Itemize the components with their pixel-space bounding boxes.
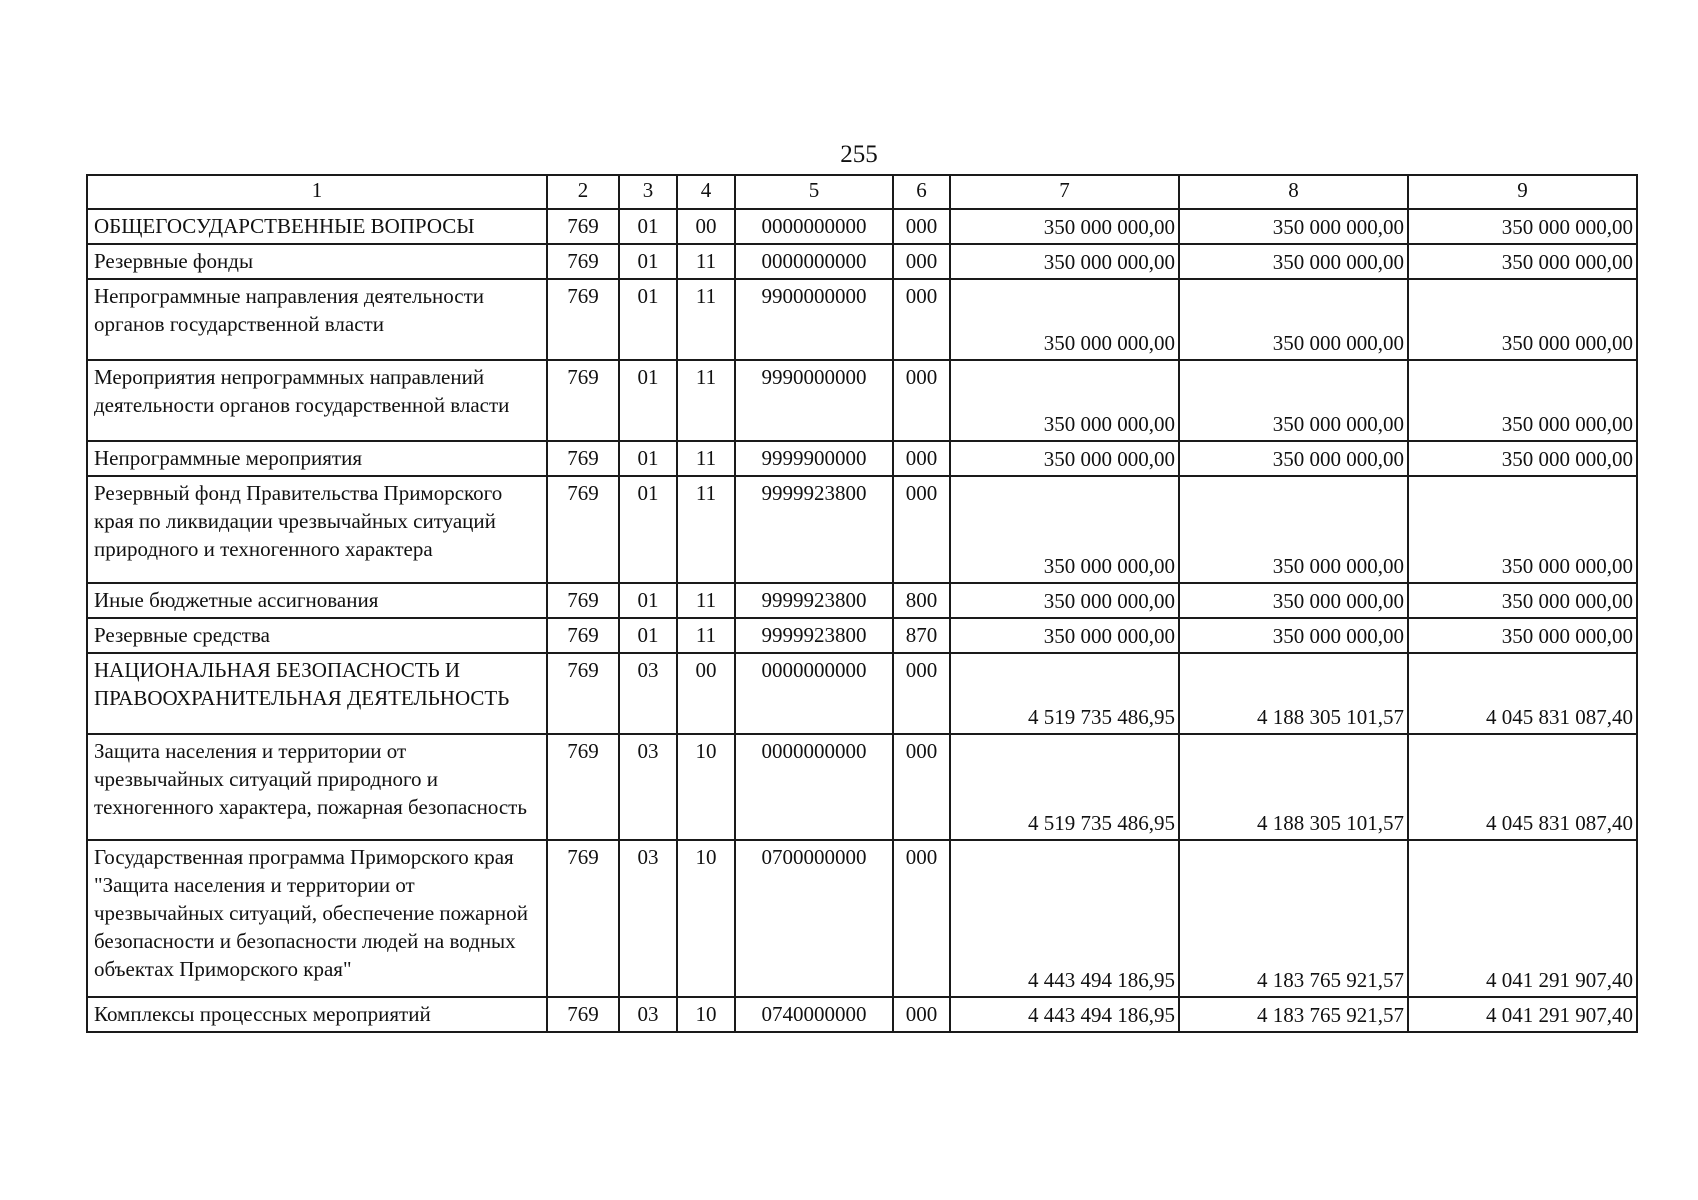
expense-type-code: 000	[893, 441, 950, 476]
amount-col-9: 350 000 000,00	[1408, 360, 1637, 441]
expense-type-code: 870	[893, 618, 950, 653]
row-name: НАЦИОНАЛЬНАЯ БЕЗОПАСНОСТЬ И ПРАВООХРАНИТЕЛЬНАЯ ДЕЯТЕЛЬНОСТЬ	[87, 653, 547, 734]
row-name: Мероприятия непрограммных направлений деятельности органов государственной власти	[87, 360, 547, 441]
amount-col-8: 4 183 765 921,57	[1179, 997, 1408, 1032]
expense-type-code: 000	[893, 734, 950, 840]
expense-type-code: 000	[893, 360, 950, 441]
section-code: 03	[619, 997, 677, 1032]
table-row	[87, 476, 1637, 583]
target-article-code: 9990000000	[735, 360, 893, 441]
col-header-9: 9	[1408, 175, 1637, 209]
subsection-code: 11	[677, 279, 735, 360]
table-row	[87, 441, 1637, 476]
section-code: 01	[619, 360, 677, 441]
target-article-code: 0700000000	[735, 840, 893, 997]
amount-col-8: 350 000 000,00	[1179, 618, 1408, 653]
amount-col-9: 4 041 291 907,40	[1408, 840, 1637, 997]
amount-col-7: 350 000 000,00	[950, 441, 1179, 476]
row-name: Непрограммные направления деятельности органов государственной власти	[87, 279, 547, 360]
row-name: Защита населения и территории от чрезвычайных ситуаций природного и техногенного характера, пожарная безопасность	[87, 734, 547, 840]
section-code: 01	[619, 618, 677, 653]
subsection-code: 11	[677, 360, 735, 441]
ministry-code: 769	[547, 840, 619, 997]
expense-type-code: 000	[893, 244, 950, 279]
amount-col-9: 350 000 000,00	[1408, 209, 1637, 244]
section-code: 01	[619, 441, 677, 476]
section-code: 01	[619, 583, 677, 618]
table-row	[87, 279, 1637, 360]
expense-type-code: 000	[893, 997, 950, 1032]
amount-col-9: 350 000 000,00	[1408, 583, 1637, 618]
subsection-code: 11	[677, 441, 735, 476]
table-row	[87, 244, 1637, 279]
amount-col-8: 350 000 000,00	[1179, 279, 1408, 360]
section-code: 01	[619, 209, 677, 244]
amount-col-8: 4 188 305 101,57	[1179, 653, 1408, 734]
row-name: Непрограммные мероприятия	[87, 441, 547, 476]
subsection-code: 11	[677, 618, 735, 653]
section-code: 03	[619, 653, 677, 734]
ministry-code: 769	[547, 653, 619, 734]
amount-col-7: 350 000 000,00	[950, 209, 1179, 244]
ministry-code: 769	[547, 618, 619, 653]
amount-col-9: 4 041 291 907,40	[1408, 997, 1637, 1032]
row-name: Иные бюджетные ассигнования	[87, 583, 547, 618]
section-code: 01	[619, 279, 677, 360]
expense-type-code: 000	[893, 476, 950, 583]
expense-type-code: 000	[893, 653, 950, 734]
row-name: Резервные средства	[87, 618, 547, 653]
target-article-code: 9999900000	[735, 441, 893, 476]
amount-col-8: 350 000 000,00	[1179, 244, 1408, 279]
table-row	[87, 618, 1637, 653]
col-header-1: 1	[87, 175, 547, 209]
table-row	[87, 583, 1637, 618]
ministry-code: 769	[547, 360, 619, 441]
ministry-code: 769	[547, 441, 619, 476]
target-article-code: 9999923800	[735, 476, 893, 583]
amount-col-7: 350 000 000,00	[950, 618, 1179, 653]
amount-col-9: 4 045 831 087,40	[1408, 734, 1637, 840]
table-row	[87, 653, 1637, 734]
ministry-code: 769	[547, 244, 619, 279]
row-name: Резервный фонд Правительства Приморского края по ликвидации чрезвычайных ситуаций природного и техногенного характера	[87, 476, 547, 583]
target-article-code: 9900000000	[735, 279, 893, 360]
col-header-6: 6	[893, 175, 950, 209]
row-name: Государственная программа Приморского края "Защита населения и территории от чрезвычайных ситуаций, обеспечение пожарной безопасности и безопасности людей на водных объектах Приморского края"	[87, 840, 547, 997]
row-name: Резервные фонды	[87, 244, 547, 279]
amount-col-7: 4 443 494 186,95	[950, 997, 1179, 1032]
table-header	[87, 175, 1637, 209]
amount-col-8: 350 000 000,00	[1179, 360, 1408, 441]
subsection-code: 11	[677, 244, 735, 279]
page-number: 255	[840, 141, 878, 168]
amount-col-8: 350 000 000,00	[1179, 583, 1408, 618]
amount-col-8: 4 188 305 101,57	[1179, 734, 1408, 840]
column-number-row	[87, 175, 1637, 209]
table-row	[87, 840, 1637, 997]
amount-col-9: 350 000 000,00	[1408, 244, 1637, 279]
target-article-code: 0000000000	[735, 653, 893, 734]
ministry-code: 769	[547, 997, 619, 1032]
col-header-2: 2	[547, 175, 619, 209]
target-article-code: 0740000000	[735, 997, 893, 1032]
amount-col-7: 4 519 735 486,95	[950, 734, 1179, 840]
target-article-code: 0000000000	[735, 209, 893, 244]
col-header-7: 7	[950, 175, 1179, 209]
amount-col-7: 350 000 000,00	[950, 360, 1179, 441]
col-header-8: 8	[1179, 175, 1408, 209]
amount-col-9: 350 000 000,00	[1408, 441, 1637, 476]
expense-type-code: 000	[893, 209, 950, 244]
subsection-code: 10	[677, 734, 735, 840]
amount-col-7: 350 000 000,00	[950, 583, 1179, 618]
amount-col-8: 4 183 765 921,57	[1179, 840, 1408, 997]
ministry-code: 769	[547, 583, 619, 618]
table-row	[87, 734, 1637, 840]
section-code: 01	[619, 476, 677, 583]
section-code: 03	[619, 734, 677, 840]
table-row	[87, 997, 1637, 1032]
amount-col-8: 350 000 000,00	[1179, 476, 1408, 583]
ministry-code: 769	[547, 734, 619, 840]
target-article-code: 9999923800	[735, 583, 893, 618]
amount-col-7: 4 519 735 486,95	[950, 653, 1179, 734]
amount-col-9: 350 000 000,00	[1408, 476, 1637, 583]
subsection-code: 11	[677, 476, 735, 583]
amount-col-7: 350 000 000,00	[950, 279, 1179, 360]
section-code: 03	[619, 840, 677, 997]
amount-col-9: 350 000 000,00	[1408, 618, 1637, 653]
col-header-5: 5	[735, 175, 893, 209]
table-body	[87, 209, 1637, 1032]
amount-col-9: 4 045 831 087,40	[1408, 653, 1637, 734]
amount-col-7: 350 000 000,00	[950, 476, 1179, 583]
row-name: Комплексы процессных мероприятий	[87, 997, 547, 1032]
subsection-code: 00	[677, 209, 735, 244]
subsection-code: 10	[677, 997, 735, 1032]
subsection-code: 00	[677, 653, 735, 734]
amount-col-7: 350 000 000,00	[950, 244, 1179, 279]
amount-col-7: 4 443 494 186,95	[950, 840, 1179, 997]
budget-table	[86, 174, 1638, 1033]
table-row	[87, 209, 1637, 244]
row-name: ОБЩЕГОСУДАРСТВЕННЫЕ ВОПРОСЫ	[87, 209, 547, 244]
target-article-code: 0000000000	[735, 734, 893, 840]
col-header-4: 4	[677, 175, 735, 209]
col-header-3: 3	[619, 175, 677, 209]
ministry-code: 769	[547, 476, 619, 583]
subsection-code: 10	[677, 840, 735, 997]
ministry-code: 769	[547, 279, 619, 360]
target-article-code: 0000000000	[735, 244, 893, 279]
subsection-code: 11	[677, 583, 735, 618]
amount-col-9: 350 000 000,00	[1408, 279, 1637, 360]
amount-col-8: 350 000 000,00	[1179, 209, 1408, 244]
table-row	[87, 360, 1637, 441]
expense-type-code: 000	[893, 840, 950, 997]
amount-col-8: 350 000 000,00	[1179, 441, 1408, 476]
target-article-code: 9999923800	[735, 618, 893, 653]
expense-type-code: 000	[893, 279, 950, 360]
expense-type-code: 800	[893, 583, 950, 618]
section-code: 01	[619, 244, 677, 279]
ministry-code: 769	[547, 209, 619, 244]
